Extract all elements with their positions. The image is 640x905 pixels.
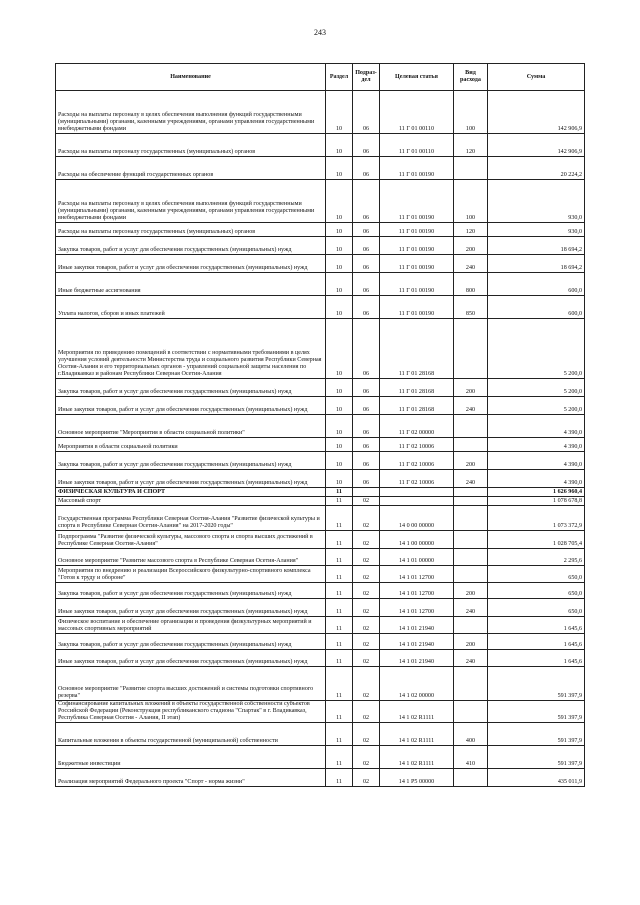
cell-target: 11 Г 01 00190	[380, 296, 454, 319]
cell-vid: 800	[454, 273, 488, 296]
cell-podrazdel: 06	[353, 273, 380, 296]
cell-name: Мероприятия по внедрению и реализации Всероссийского физкультурно-спортивного комплекса "Готов к труду и обороне"	[56, 566, 326, 583]
cell-name: Расходы на обеспечение функций государственных органов	[56, 157, 326, 180]
cell-name: Физическое воспитание и обеспечение организации и проведения физкультурных мероприятий и массовых спортивных мероприятий	[56, 617, 326, 634]
cell-target: 14 1 02 00000	[380, 667, 454, 701]
table-row	[56, 746, 585, 769]
cell-target: 11 Г 02 10006	[380, 470, 454, 488]
budget-table	[55, 63, 585, 787]
cell-target: 11 Г 01 00190	[380, 237, 454, 255]
header-vid: Вид расхода	[454, 64, 488, 91]
cell-target: 11 Г 01 00190	[380, 273, 454, 296]
cell-sum: 1 078 678,8	[488, 497, 585, 506]
cell-sum: 591 397,9	[488, 723, 585, 746]
cell-razdel: 11	[326, 583, 353, 599]
cell-podrazdel: 06	[353, 415, 380, 438]
cell-razdel: 11	[326, 599, 353, 617]
cell-sum: 591 397,9	[488, 746, 585, 769]
cell-podrazdel: 06	[353, 470, 380, 488]
cell-razdel: 10	[326, 415, 353, 438]
cell-sum: 650,0	[488, 583, 585, 599]
table-row	[56, 549, 585, 566]
cell-podrazdel: 02	[353, 566, 380, 583]
cell-sum: 591 397,9	[488, 701, 585, 723]
cell-name: Мероприятия в области социальной политики	[56, 438, 326, 452]
cell-razdel: 10	[326, 470, 353, 488]
cell-podrazdel: 02	[353, 497, 380, 506]
cell-target: 11 Г 02 10006	[380, 452, 454, 470]
cell-sum: 650,0	[488, 566, 585, 583]
cell-name: Подпрограмма "Развитие физической культуры, массового спорта и спорта высших достижений в Республике Северная Осетия-Алания"	[56, 531, 326, 549]
cell-name: Иные закупки товаров, работ и услуг для обеспечения государственных (муниципальных) нужд	[56, 470, 326, 488]
table-row	[56, 319, 585, 379]
cell-target: 14 1 01 12700	[380, 566, 454, 583]
cell-vid: 240	[454, 470, 488, 488]
cell-name: Основное мероприятие "Мероприятия в области социальной политики"	[56, 415, 326, 438]
header-target: Целевая статья	[380, 64, 454, 91]
cell-vid	[454, 769, 488, 787]
cell-name: Основное мероприятие "Развитие спорта высших достижений и системы подготовки спортивного резерва"	[56, 667, 326, 701]
table-header-row	[56, 64, 585, 91]
table-row	[56, 223, 585, 237]
cell-name: Государственная программа Республики Северная Осетия-Алания "Развитие физической культуры и спорта в Республике Северная Осетия-Алания" на 2017-2020 годы"	[56, 506, 326, 531]
cell-name: Мероприятия по приведению помещений в соответствии с нормативными требованиями в целях улучшения условий деятельности Министерства труда и социального развития Республики Северная Осетия-Алания и его территориальных органов - управлений социальной защиты населения по г.Владикавказ и районам Республики Северная Осетия-Алания	[56, 319, 326, 379]
cell-sum: 18 694,2	[488, 237, 585, 255]
cell-razdel: 10	[326, 438, 353, 452]
table-row	[56, 379, 585, 397]
cell-razdel: 10	[326, 237, 353, 255]
cell-target: 14 1 P5 00000	[380, 769, 454, 787]
cell-vid: 200	[454, 583, 488, 599]
table-row	[56, 667, 585, 701]
header-sum: Сумма	[488, 64, 585, 91]
cell-name: Расходы на выплаты персоналу в целях обеспечения выполнения функций государственными (муниципальными) органами, казенными учреждениями, органами управления государственными внебюджетными фондами	[56, 91, 326, 134]
cell-razdel: 10	[326, 319, 353, 379]
cell-podrazdel: 06	[353, 319, 380, 379]
cell-name: Иные закупки товаров, работ и услуг для обеспечения государственных (муниципальных) нужд	[56, 650, 326, 667]
table-row	[56, 452, 585, 470]
cell-target: 11 Г 01 00190	[380, 223, 454, 237]
page-number: 243	[314, 28, 326, 37]
cell-podrazdel: 02	[353, 701, 380, 723]
cell-podrazdel: 06	[353, 91, 380, 134]
cell-target: 11 Г 02 10006	[380, 438, 454, 452]
cell-target: 11 Г 02 00000	[380, 415, 454, 438]
cell-target: 11 Г 01 00190	[380, 255, 454, 273]
cell-name: Иные бюджетные ассигнования	[56, 273, 326, 296]
cell-name: Иные закупки товаров, работ и услуг для обеспечения государственных (муниципальных) нужд	[56, 255, 326, 273]
table-row	[56, 701, 585, 723]
cell-podrazdel: 02	[353, 634, 380, 650]
cell-vid	[454, 319, 488, 379]
cell-podrazdel: 06	[353, 157, 380, 180]
cell-name: Закупка товаров, работ и услуг для обеспечения государственных (муниципальных) нужд	[56, 583, 326, 599]
table-row	[56, 723, 585, 746]
table-row	[56, 488, 585, 497]
cell-sum: 930,0	[488, 223, 585, 237]
cell-vid	[454, 506, 488, 531]
cell-name: Бюджетные инвестиции	[56, 746, 326, 769]
cell-vid: 120	[454, 134, 488, 157]
cell-razdel: 10	[326, 296, 353, 319]
cell-sum: 1 645,6	[488, 650, 585, 667]
cell-sum: 142 906,9	[488, 91, 585, 134]
header-podrazdel: Подраз-дел	[353, 64, 380, 91]
cell-sum: 435 011,9	[488, 769, 585, 787]
cell-vid: 410	[454, 746, 488, 769]
cell-razdel: 10	[326, 397, 353, 415]
header-name: Наименование	[56, 64, 326, 91]
cell-sum: 5 200,0	[488, 319, 585, 379]
cell-vid	[454, 566, 488, 583]
cell-podrazdel: 02	[353, 667, 380, 701]
cell-sum: 600,0	[488, 296, 585, 319]
cell-podrazdel: 06	[353, 397, 380, 415]
cell-sum: 1 073 372,9	[488, 506, 585, 531]
table-row	[56, 438, 585, 452]
cell-razdel: 11	[326, 701, 353, 723]
cell-target	[380, 488, 454, 497]
cell-target: 11 Г 01 00110	[380, 134, 454, 157]
cell-name: Расходы на выплаты персоналу государственных (муниципальных) органов	[56, 134, 326, 157]
table-row	[56, 769, 585, 787]
table-row	[56, 583, 585, 599]
cell-name: Расходы на выплаты персоналу государственных (муниципальных) органов	[56, 223, 326, 237]
cell-podrazdel: 06	[353, 438, 380, 452]
cell-podrazdel: 06	[353, 255, 380, 273]
cell-target: 11 Г 01 00110	[380, 91, 454, 134]
table-row	[56, 180, 585, 223]
cell-name: Иные закупки товаров, работ и услуг для обеспечения государственных (муниципальных) нужд	[56, 397, 326, 415]
cell-vid	[454, 415, 488, 438]
cell-target: 14 1 01 12700	[380, 583, 454, 599]
cell-vid: 200	[454, 379, 488, 397]
cell-razdel: 11	[326, 497, 353, 506]
cell-podrazdel: 06	[353, 180, 380, 223]
cell-razdel: 10	[326, 452, 353, 470]
cell-name: Расходы на выплаты персоналу в целях обеспечения выполнения функций государственными (муниципальными) органами, казенными учреждениями, органами управления государственными внебюджетными фондами	[56, 180, 326, 223]
cell-razdel: 10	[326, 223, 353, 237]
cell-sum: 2 295,6	[488, 549, 585, 566]
table-row	[56, 506, 585, 531]
cell-vid: 240	[454, 599, 488, 617]
cell-razdel: 11	[326, 617, 353, 634]
cell-name: ФИЗИЧЕСКАЯ КУЛЬТУРА И СПОРТ	[56, 488, 326, 497]
table-row	[56, 634, 585, 650]
cell-podrazdel: 02	[353, 506, 380, 531]
table-row	[56, 531, 585, 549]
cell-vid	[454, 617, 488, 634]
cell-vid: 240	[454, 397, 488, 415]
table-row	[56, 157, 585, 180]
table-row	[56, 599, 585, 617]
cell-target: 11 Г 01 28168	[380, 397, 454, 415]
cell-target: 14 1 00 00000	[380, 531, 454, 549]
cell-razdel: 10	[326, 157, 353, 180]
cell-target: 11 Г 01 28168	[380, 379, 454, 397]
cell-podrazdel: 06	[353, 452, 380, 470]
cell-podrazdel: 02	[353, 599, 380, 617]
cell-razdel: 10	[326, 255, 353, 273]
cell-name: Иные закупки товаров, работ и услуг для обеспечения государственных (муниципальных) нужд	[56, 599, 326, 617]
table-row	[56, 470, 585, 488]
cell-vid: 200	[454, 452, 488, 470]
cell-vid	[454, 488, 488, 497]
cell-sum: 142 906,9	[488, 134, 585, 157]
cell-target: 11 Г 01 28168	[380, 319, 454, 379]
cell-name: Реализация мероприятий Федерального проекта "Спорт - норма жизни"	[56, 769, 326, 787]
cell-name: Закупка товаров, работ и услуг для обеспечения государственных (муниципальных) нужд	[56, 452, 326, 470]
table-row	[56, 497, 585, 506]
cell-podrazdel: 06	[353, 237, 380, 255]
cell-vid: 120	[454, 223, 488, 237]
cell-target: 14 1 01 12700	[380, 599, 454, 617]
cell-name: Уплата налогов, сборов и иных платежей	[56, 296, 326, 319]
cell-razdel: 11	[326, 667, 353, 701]
cell-sum: 18 694,2	[488, 255, 585, 273]
table-row	[56, 415, 585, 438]
cell-name: Капитальные вложения в объекты государственной (муниципальной) собственности	[56, 723, 326, 746]
cell-razdel: 10	[326, 91, 353, 134]
cell-target: 14 1 02 R1111	[380, 701, 454, 723]
cell-name: Закупка товаров, работ и услуг для обеспечения государственных (муниципальных) нужд	[56, 634, 326, 650]
cell-target: 14 0 00 00000	[380, 506, 454, 531]
cell-sum: 20 224,2	[488, 157, 585, 180]
cell-name: Закупка товаров, работ и услуг для обеспечения государственных (муниципальных) нужд	[56, 237, 326, 255]
table-row	[56, 237, 585, 255]
cell-vid	[454, 497, 488, 506]
cell-podrazdel: 02	[353, 531, 380, 549]
cell-vid: 200	[454, 634, 488, 650]
cell-razdel: 10	[326, 273, 353, 296]
cell-sum: 4 390,0	[488, 470, 585, 488]
cell-podrazdel: 02	[353, 746, 380, 769]
cell-target	[380, 497, 454, 506]
cell-sum: 1 645,6	[488, 634, 585, 650]
cell-name: Закупка товаров, работ и услуг для обеспечения государственных (муниципальных) нужд	[56, 379, 326, 397]
cell-sum: 1 626 960,4	[488, 488, 585, 497]
cell-razdel: 11	[326, 634, 353, 650]
cell-vid	[454, 157, 488, 180]
cell-podrazdel: 06	[353, 223, 380, 237]
cell-podrazdel: 02	[353, 723, 380, 746]
cell-name: Массовый спорт	[56, 497, 326, 506]
cell-vid: 400	[454, 723, 488, 746]
cell-target: 14 1 01 21940	[380, 650, 454, 667]
cell-sum: 4 390,0	[488, 452, 585, 470]
cell-vid: 240	[454, 255, 488, 273]
cell-podrazdel: 06	[353, 379, 380, 397]
cell-name: Софинансирование капитальных вложений в объекты государственной собственности субъектов Российской Федерации (Реконструкция республиканского стадиона "Спартак" в г. Владикавказ, Республика Северная Осетия - Алания, II этап)	[56, 701, 326, 723]
cell-podrazdel: 02	[353, 650, 380, 667]
table-row	[56, 134, 585, 157]
cell-vid	[454, 667, 488, 701]
cell-razdel: 11	[326, 769, 353, 787]
cell-podrazdel: 02	[353, 769, 380, 787]
table-row	[56, 650, 585, 667]
cell-vid: 200	[454, 237, 488, 255]
table-row	[56, 296, 585, 319]
table-row	[56, 566, 585, 583]
cell-target: 14 1 01 21940	[380, 617, 454, 634]
cell-podrazdel: 06	[353, 296, 380, 319]
cell-sum: 5 200,0	[488, 397, 585, 415]
cell-target: 11 Г 01 00190	[380, 180, 454, 223]
cell-podrazdel: 02	[353, 617, 380, 634]
table-body	[56, 91, 585, 787]
cell-sum: 600,0	[488, 273, 585, 296]
cell-podrazdel: 02	[353, 549, 380, 566]
cell-podrazdel: 06	[353, 134, 380, 157]
table-row	[56, 397, 585, 415]
table-row	[56, 617, 585, 634]
cell-razdel: 10	[326, 134, 353, 157]
cell-sum: 1 028 705,4	[488, 531, 585, 549]
cell-razdel: 11	[326, 566, 353, 583]
cell-target: 14 1 01 00000	[380, 549, 454, 566]
cell-target: 14 1 01 21940	[380, 634, 454, 650]
cell-vid	[454, 549, 488, 566]
cell-razdel: 11	[326, 746, 353, 769]
cell-vid: 850	[454, 296, 488, 319]
cell-razdel: 10	[326, 379, 353, 397]
cell-target: 14 1 02 R1111	[380, 746, 454, 769]
cell-vid: 100	[454, 91, 488, 134]
cell-target: 11 Г 01 00190	[380, 157, 454, 180]
table-row	[56, 255, 585, 273]
cell-razdel: 11	[326, 506, 353, 531]
header-razdel: Раздел	[326, 64, 353, 91]
cell-sum: 650,0	[488, 599, 585, 617]
cell-vid: 240	[454, 650, 488, 667]
cell-podrazdel	[353, 488, 380, 497]
cell-target: 14 1 02 R1111	[380, 723, 454, 746]
table-row	[56, 273, 585, 296]
cell-sum: 930,0	[488, 180, 585, 223]
cell-vid: 100	[454, 180, 488, 223]
cell-razdel: 11	[326, 549, 353, 566]
cell-name: Основное мероприятие "Развитие массового спорта в Республике Северная Осетия-Алания"	[56, 549, 326, 566]
cell-sum: 1 645,6	[488, 617, 585, 634]
cell-razdel: 11	[326, 650, 353, 667]
cell-sum: 4 390,0	[488, 415, 585, 438]
cell-sum: 4 390,0	[488, 438, 585, 452]
cell-razdel: 11	[326, 531, 353, 549]
cell-sum: 5 200,0	[488, 379, 585, 397]
cell-sum: 591 397,9	[488, 667, 585, 701]
cell-podrazdel: 02	[353, 583, 380, 599]
cell-vid	[454, 701, 488, 723]
cell-razdel: 10	[326, 180, 353, 223]
cell-vid	[454, 531, 488, 549]
cell-razdel: 11	[326, 723, 353, 746]
cell-vid	[454, 438, 488, 452]
cell-razdel: 11	[326, 488, 353, 497]
table-row	[56, 91, 585, 134]
